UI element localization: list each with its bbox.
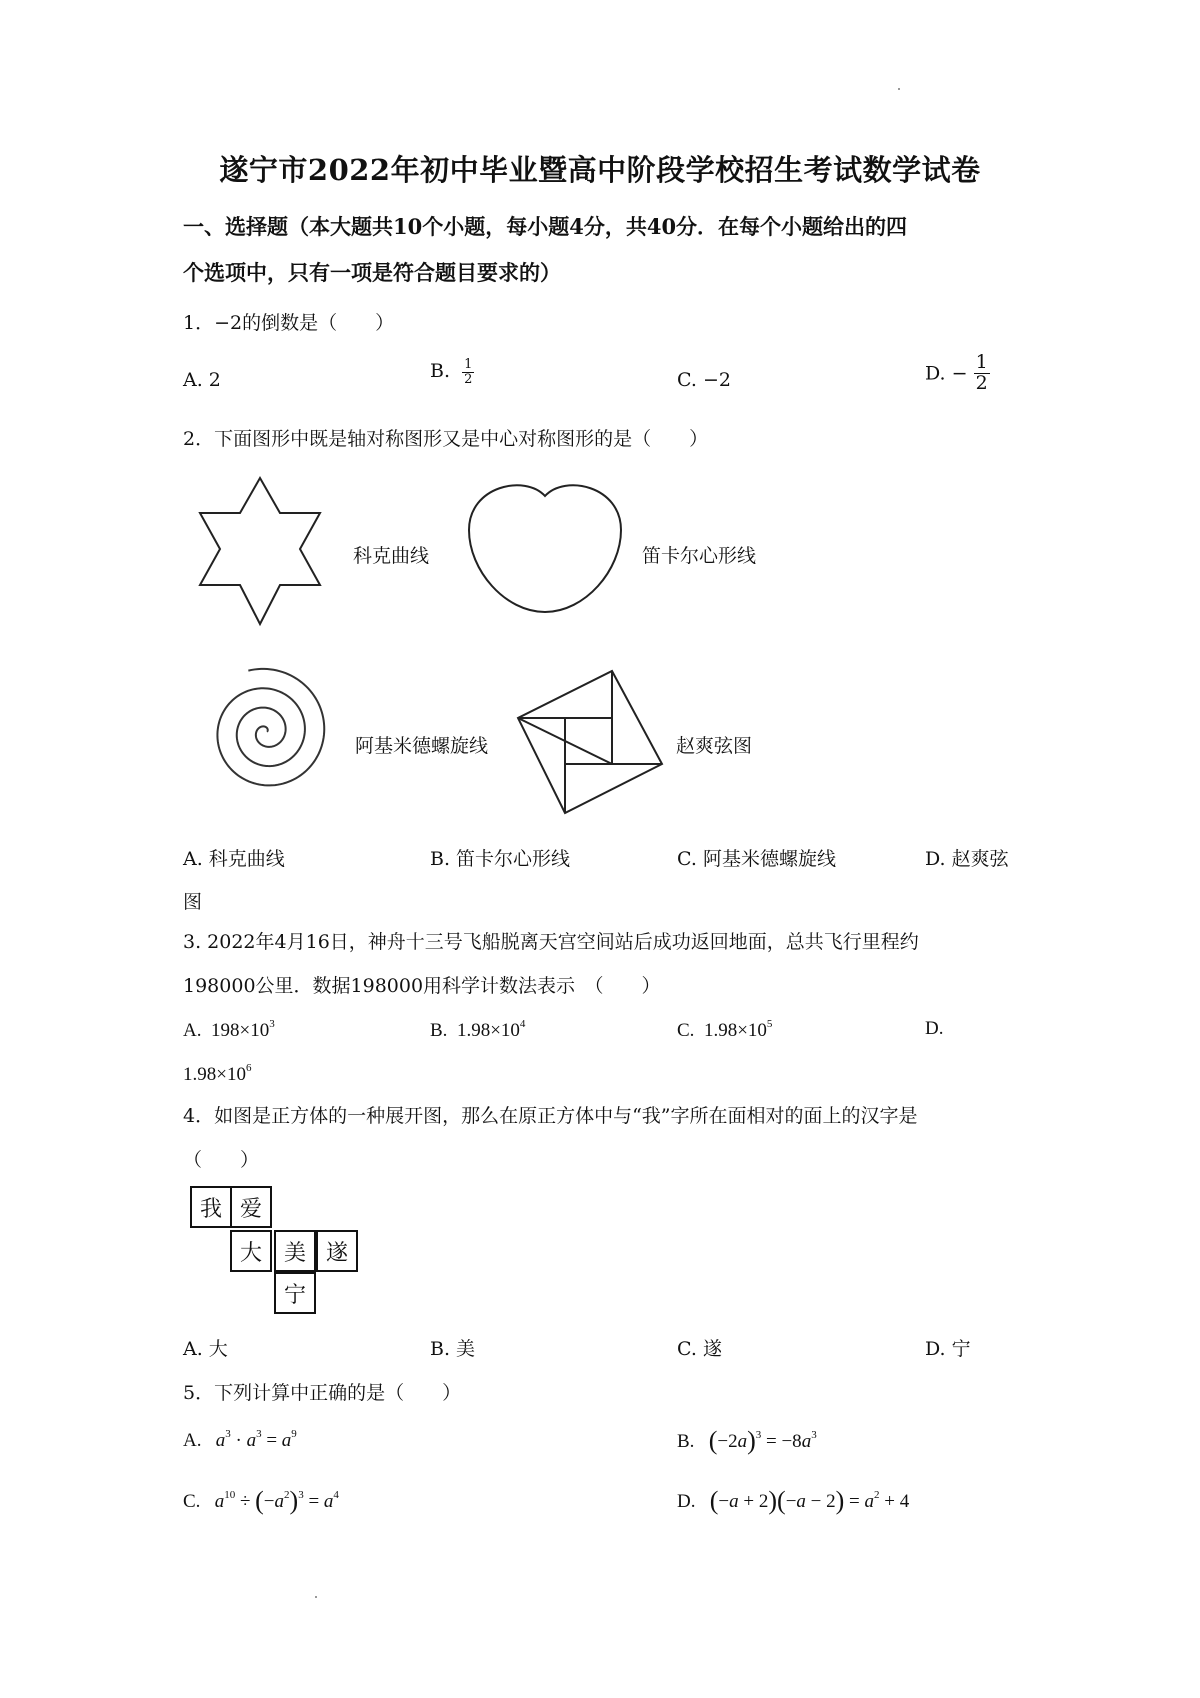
q3-stem-line-1: 3. 2022年4月16日，神舟十三号飞船脱离天宫空间站后成功返回地面，总共飞行里程约 <box>183 931 919 953</box>
fraction-denominator: 2 <box>975 371 988 394</box>
q2-stem: 2．下面图形中既是轴对称图形又是中心对称图形的是（ ） <box>183 428 709 450</box>
q1-option-c: C. −2 <box>677 369 731 391</box>
q2-option-c: C. 阿基米德螺旋线 <box>677 848 836 870</box>
q3-option-c-base: 1.98×10 <box>703 1020 767 1041</box>
q3-option-d <box>183 1062 251 1086</box>
q3-option-c-label: C. <box>677 1020 695 1041</box>
q2-option-a: A. 科克曲线 <box>183 848 285 870</box>
scan-speck <box>315 1596 317 1598</box>
q4-stem-line-1: 4．如图是正方体的一种展开图，那么在原正方体中与“我”字所在面相对的面上的汉字是 <box>183 1105 918 1127</box>
q3-option-d-label: D. <box>925 1018 944 1039</box>
q3-option-b-exponent: 4 <box>519 1018 526 1030</box>
q3-option-c <box>677 1018 772 1042</box>
q1-option-d <box>925 353 990 394</box>
q5-option-b-label: B. <box>677 1431 695 1452</box>
q4-option-a: A. 大 <box>183 1338 228 1360</box>
q5-option-a-label: A. <box>183 1430 202 1451</box>
fraction-denominator: 2 <box>464 371 473 387</box>
koch-curve-figure <box>190 474 330 632</box>
q4-option-b: B. 美 <box>430 1338 476 1360</box>
cardioid-shape <box>469 485 621 612</box>
q5-option-d: D. $(-a + 2)(-a - 2) = a^2 + 4$ <box>677 1486 910 1515</box>
q4-option-d: D. 宁 <box>925 1338 971 1360</box>
fig-label-cardioid: 笛卡尔心形线 <box>642 545 757 567</box>
cube-net-cell: 我 <box>190 1186 232 1228</box>
q3-option-c-exponent: 5 <box>766 1018 773 1030</box>
q1-stem: 1．−2的倒数是（ ） <box>183 312 395 334</box>
scan-speck <box>898 88 900 90</box>
cube-net-cell: 宁 <box>274 1272 316 1314</box>
zhao-shuang-diagram-figure <box>515 668 665 816</box>
q5-stem: 5．下列计算中正确的是（ ） <box>183 1382 462 1404</box>
fraction-numerator: 1 <box>464 357 473 372</box>
q3-option-b-base: 1.98×10 <box>456 1020 520 1041</box>
fig-label-zhao: 赵爽弦图 <box>676 735 753 757</box>
q1-option-a: A. 2 <box>183 369 221 391</box>
q3-option-b <box>430 1018 525 1042</box>
q3-option-b-label: B. <box>430 1020 448 1041</box>
q3-option-d-exponent: 6 <box>245 1062 252 1074</box>
cube-net-cell: 爱 <box>230 1186 272 1228</box>
q5-option-c-label: C. <box>183 1491 201 1512</box>
q1-option-d-label: D. − <box>925 362 968 385</box>
cube-net-cell: 遂 <box>316 1230 358 1272</box>
q3-option-d-base: 1.98×10 <box>183 1064 246 1085</box>
q5-option-c: C. $a^{10} \div (-a^2)^3 = a^4$ <box>183 1486 339 1515</box>
q5-option-a: A. $a^3 \cdot a^3 = a^9$ <box>183 1428 297 1451</box>
q1-option-d-fraction <box>974 353 990 394</box>
section-heading-line-2: 个选项中，只有一项是符合题目要求的） <box>183 260 561 285</box>
spiral-shape <box>217 669 324 786</box>
q4-stem-line-2: （ ） <box>183 1149 260 1171</box>
section-heading <box>183 204 1053 296</box>
q2-option-d-wrap: 图 <box>183 891 203 913</box>
zhao-shuang-lines <box>518 671 662 813</box>
q4-option-c: C. 遂 <box>677 1338 722 1360</box>
cardioid-figure <box>465 478 625 618</box>
section-heading-line-1: 一、选择题（本大题共10个小题，每小题4分，共40分．在每个小题给出的四 <box>183 214 908 239</box>
q2-option-b: B. 笛卡尔心形线 <box>430 848 571 870</box>
q3-option-a <box>183 1018 275 1042</box>
q3-option-a-base: 198×10 <box>210 1020 270 1041</box>
cube-net-cell: 大 <box>230 1230 272 1272</box>
q5-option-b: B. $(-2a)^3 = -8a^3$ <box>677 1426 817 1455</box>
q3-option-a-exponent: 3 <box>269 1018 275 1030</box>
cube-net <box>190 1186 370 1318</box>
archimedean-spiral-figure <box>198 666 334 802</box>
fig-label-spiral: 阿基米德螺旋线 <box>355 735 489 757</box>
q1-option-b-fraction <box>462 358 474 386</box>
q2-option-d: D. 赵爽弦 <box>925 848 1009 870</box>
q3-stem-line-2: 198000公里．数据198000用科学计数法表示 （ ） <box>183 975 661 997</box>
fig-label-koch: 科克曲线 <box>353 545 430 567</box>
fraction-numerator: 1 <box>975 351 988 373</box>
q1-option-b <box>430 358 474 386</box>
hexagram-shape <box>200 478 320 624</box>
q1-option-b-label: B. <box>430 360 451 383</box>
cube-net-cell: 美 <box>274 1230 316 1272</box>
page-title: 遂宁市2022年初中毕业暨高中阶段学校招生考试数学试卷 <box>219 153 981 187</box>
q3-option-a-label: A. <box>183 1020 202 1041</box>
q5-option-d-label: D. <box>677 1491 696 1512</box>
